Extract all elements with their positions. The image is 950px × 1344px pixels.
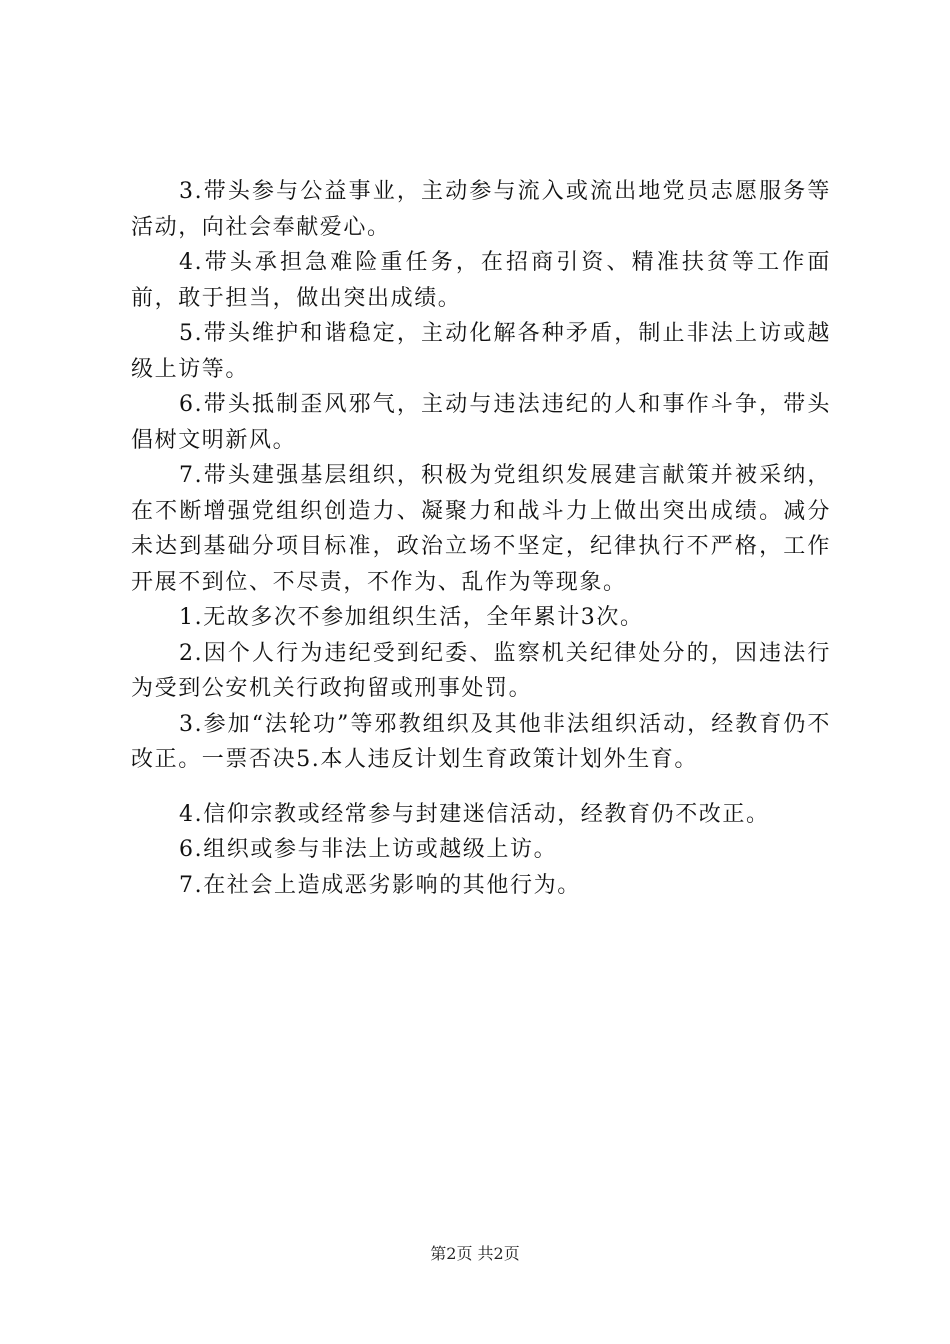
paragraph-deduction-3-illegal-organizations: 3.参加“法轮功”等邪教组织及其他非法组织活动，经教育仍不改正。一票否决5.本人违反计划生育政策计划外生育。 [131,711,831,772]
paragraph-deduction-2-discipline: 2.因个人行为违纪受到纪委、监察机关纪律处分的，因违法行为受到公安机关行政拘留或刑事处罚。 [131,640,831,701]
paragraph-spacer [131,778,831,797]
paragraph-item-5-stability: 5.带头维护和谐稳定，主动化解各种矛盾，制止非法上访或越级上访等。 [131,321,831,382]
paragraph-deduction-1-organization-life: 1.无故多次不参加组织生活，全年累计3次。 [179,605,644,630]
document-body [131,174,831,903]
paragraph-item-4-difficult-tasks: 4.带头承担急难险重任务，在招商引资、精准扶贫等工作面前，敢于担当，做出突出成绩。 [131,250,831,311]
paragraph-item-3-public-welfare: 3.带头参与公益事业，主动参与流入或流出地党员志愿服务等活动，向社会奉献爱心。 [131,179,831,240]
paragraph-item-6-resist-bad-practices: 6.带头抵制歪风邪气，主动与违法违纪的人和事作斗争，带头倡树文明新风。 [131,392,831,453]
paragraph-veto-6-illegal-petition: 6.组织或参与非法上访或越级上访。 [179,837,558,862]
paragraph-veto-4-superstition: 4.信仰宗教或经常参与封建迷信活动，经教育仍不改正。 [179,801,770,827]
page-number-footer: 第2页 共2页 [430,1244,520,1263]
paragraph-veto-7-bad-influence: 7.在社会上造成恶劣影响的其他行为。 [179,872,581,898]
paragraph-item-7-grassroots-organization: 7.带头建强基层组织，积极为党组织发展建言献策并被采纳，在不断增强党组织创造力、凝聚力和战斗力上做出突出成绩。减分未达到基础分项目标准，政治立场不坚定，纪律执行不严格，工作开展不到位、不尽责，不作为、乱作为等现象。 [131,463,831,595]
